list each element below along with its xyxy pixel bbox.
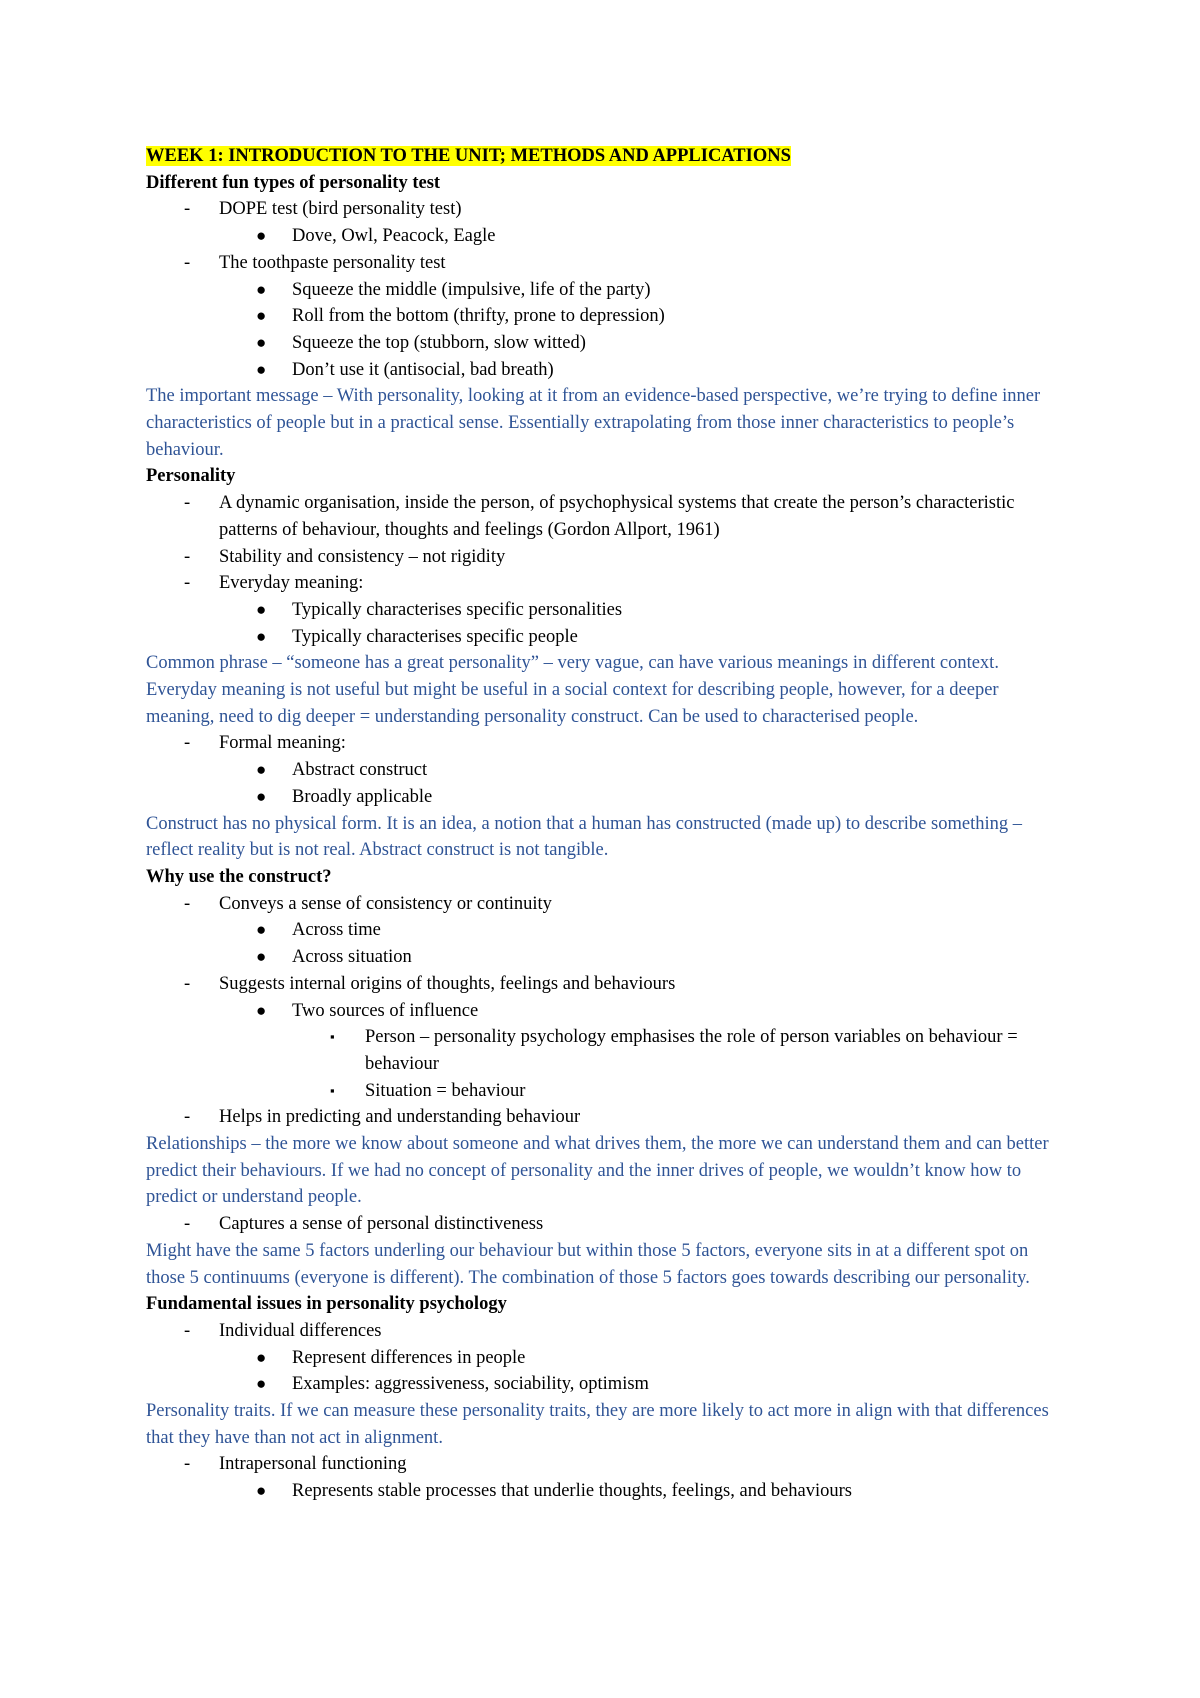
dash-marker: -: [184, 1214, 191, 1235]
list-item-text: Across time: [292, 920, 381, 941]
document-title: [146, 143, 1066, 170]
bullet-icon: ●: [256, 760, 267, 780]
dash-marker: -: [184, 1107, 191, 1128]
list-item-text: Formal meaning:: [219, 733, 346, 754]
list-item-l1: [146, 196, 1066, 223]
list-item-l2: [146, 330, 1066, 357]
list-item-l2: [146, 1371, 1066, 1398]
section-heading: Different fun types of personality test: [146, 172, 441, 193]
note-paragraph: Might have the same 5 factors underling our behaviour but within those 5 factors, everyone sits in at a different spot on those 5 continuums (everyone is different). The combination of those 5 factors goes towards describing our personality.: [146, 1240, 1030, 1288]
list-item-text: Examples: aggressiveness, sociability, optimism: [292, 1374, 649, 1395]
list-item-l1: [146, 490, 1066, 543]
bullet-icon: ●: [256, 1000, 267, 1020]
bullet-icon: ●: [256, 1481, 267, 1501]
list-item-text: Squeeze the middle (impulsive, life of the party): [292, 279, 651, 300]
bullet-icon: ●: [256, 226, 267, 246]
list-item-text: Conveys a sense of consistency or continuity: [219, 893, 552, 914]
list-item-l2: [146, 357, 1066, 384]
list-item-l2: [146, 624, 1066, 651]
list-item-text: Two sources of influence: [292, 1000, 479, 1021]
list-item-l2: [146, 998, 1066, 1025]
list-item-l1: [146, 891, 1066, 918]
bullet-icon: ●: [256, 920, 267, 940]
bullet-icon: ●: [256, 626, 267, 646]
list-item-text: The toothpaste personality test: [219, 252, 446, 273]
dash-marker: -: [184, 973, 191, 994]
list-item-text: Broadly applicable: [292, 786, 433, 807]
bullet-icon: ●: [256, 359, 267, 379]
list-item-text: Typically characterises specific personalities: [292, 599, 623, 620]
bullet-icon: ●: [256, 599, 267, 619]
bullet-icon: ●: [256, 947, 267, 967]
list-item-l2: [146, 757, 1066, 784]
list-item-text: Stability and consistency – not rigidity: [219, 546, 506, 567]
list-item-text: Abstract construct: [292, 760, 428, 781]
section-heading: Fundamental issues in personality psychology: [146, 1294, 507, 1315]
list-item-text: Dove, Owl, Peacock, Eagle: [292, 226, 496, 247]
bullet-icon: ●: [256, 1374, 267, 1394]
dash-marker: -: [184, 573, 191, 594]
note-paragraph: The important message – With personality, looking at it from an evidence-based perspective, we’re trying to define inner characteristics of people but in a practical sense. Essentially extrapolating from those inner characteristics to people’s behaviour.: [146, 386, 1041, 460]
list-item-text: Intrapersonal functioning: [219, 1454, 407, 1475]
list-item-text: A dynamic organisation, inside the person, of psychophysical systems that create the person’s characteristic patterns of behaviour, thoughts and feelings (Gordon Allport, 1961): [219, 493, 1015, 540]
list-item-l1: [146, 971, 1066, 998]
bullet-icon: ●: [256, 332, 267, 352]
dash-marker: -: [184, 546, 191, 567]
document-body: [146, 170, 1066, 1505]
bullet-icon: ●: [256, 306, 267, 326]
dash-marker: -: [184, 733, 191, 754]
bullet-icon: ●: [256, 1347, 267, 1367]
list-item-text: Everyday meaning:: [219, 573, 364, 594]
list-item-text: Represent differences in people: [292, 1347, 526, 1368]
list-item-l2: [146, 223, 1066, 250]
bullet-icon: ●: [256, 279, 267, 299]
list-item-text: Across situation: [292, 947, 412, 968]
list-item-l2: [146, 1345, 1066, 1372]
list-item-l2: [146, 597, 1066, 624]
bullet-icon: ●: [256, 786, 267, 806]
list-item-l1: [146, 1318, 1066, 1345]
title-highlight: WEEK 1: INTRODUCTION TO THE UNIT; METHODS AND APPLICATIONS: [146, 146, 791, 166]
list-item-l2: [146, 944, 1066, 971]
list-item-l1: [146, 544, 1066, 571]
list-item-l1: [146, 1104, 1066, 1131]
list-item-l2: [146, 1478, 1066, 1505]
square-bullet-icon: ▪: [330, 1029, 335, 1045]
dash-marker: -: [184, 252, 191, 273]
list-item-text: Squeeze the top (stubborn, slow witted): [292, 332, 586, 353]
note-paragraph: Relationships – the more we know about someone and what drives them, the more we can understand them and can better predict their behaviours. If we had no concept of personality and the inner drives of people, we wouldn’t know how to predict or understand people.: [146, 1134, 1049, 1208]
note-paragraph: Construct has no physical form. It is an idea, a notion that a human has constructed (made up) to describe something – reflect reality but is not real. Abstract construct is not tangible.: [146, 813, 1022, 861]
list-item-text: Represents stable processes that underlie thoughts, feelings, and behaviours: [292, 1481, 852, 1502]
note-paragraph: Personality traits. If we can measure these personality traits, they are more likely to act more in align with that differences that they have than not act in alignment.: [146, 1401, 1049, 1448]
list-item-l2: [146, 303, 1066, 330]
list-item-l3: [146, 1078, 1066, 1105]
list-item-l2: [146, 277, 1066, 304]
section-heading: Personality: [146, 466, 236, 487]
dash-marker: -: [184, 893, 191, 914]
list-item-text: DOPE test (bird personality test): [219, 199, 462, 220]
list-item-text: Individual differences: [219, 1320, 382, 1341]
section-heading: Why use the construct?: [146, 866, 332, 887]
dash-marker: -: [184, 1454, 191, 1475]
list-item-text: Situation = behaviour: [365, 1080, 526, 1101]
document-page: [146, 143, 1066, 1505]
list-item-l1: [146, 1451, 1066, 1478]
list-item-text: Person – personality psychology emphasises the role of person variables on behaviour = behaviour: [365, 1027, 1018, 1074]
dash-marker: -: [184, 1320, 191, 1341]
dash-marker: -: [184, 493, 191, 514]
list-item-l3: [146, 1024, 1066, 1077]
list-item-l2: [146, 917, 1066, 944]
list-item-l1: [146, 570, 1066, 597]
list-item-text: Roll from the bottom (thrifty, prone to depression): [292, 306, 665, 327]
list-item-text: Don’t use it (antisocial, bad breath): [292, 359, 554, 380]
note-paragraph: Common phrase – “someone has a great personality” – very vague, can have various meanings in different context. Everyday meaning is not useful but might be useful in a social context for describing people, however, for a deeper meaning, need to dig deeper = understanding personality construct. Can be used to characterised people.: [146, 653, 999, 727]
list-item-l1: [146, 730, 1066, 757]
dash-marker: -: [184, 199, 191, 220]
list-item-text: Helps in predicting and understanding behaviour: [219, 1107, 581, 1128]
list-item-l1: [146, 250, 1066, 277]
list-item-text: Suggests internal origins of thoughts, feelings and behaviours: [219, 973, 676, 994]
square-bullet-icon: ▪: [330, 1082, 335, 1098]
list-item-l1: [146, 1211, 1066, 1238]
list-item-text: Typically characterises specific people: [292, 626, 578, 647]
list-item-text: Captures a sense of personal distinctiveness: [219, 1214, 544, 1235]
list-item-l2: [146, 784, 1066, 811]
